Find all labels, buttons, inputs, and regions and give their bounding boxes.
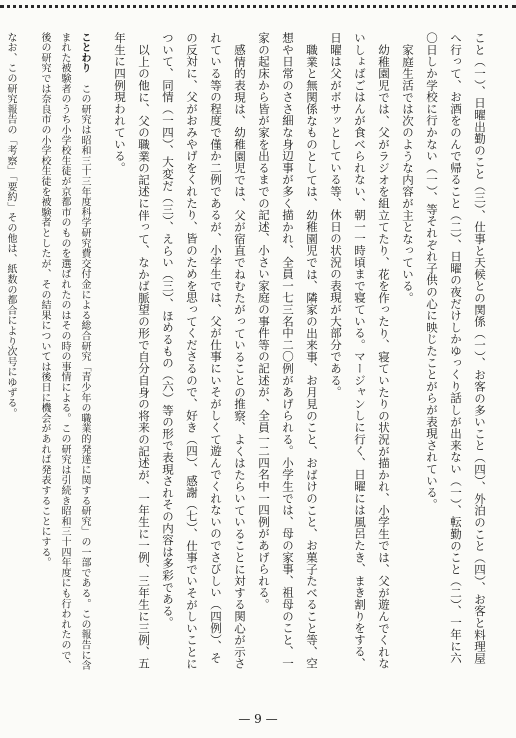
top-dotted-rule [0,5,516,8]
body-paragraph-4: 職業と無関係なものとしては、幼稚園児では、隣家の出来事、お月見のこと、おばけのこと、お菓子たべること等、空想や日常のささ細な身辺事が多く描かれ、全員一七三名中二〇例があげられる。小学生では、母の家事、祖母のこと、一家の起床から皆が家を出るまでの記述、小さい家庭の事件等の記述が、全員一二四名中一四例があげられる。 [257,32,319,670]
page-body [5,32,492,688]
note-paragraph-1 [34,32,94,672]
body-paragraph-3: 幼稚園児では、父がラジオを組立てたり、花を作ったり、寝ていたりの状況が描かれ、小学生では、父が遊んでくれないしょばごはんが食べられない、朝一一時頃まで寝ている。マージャンしに行く、日曜には風呂たき、まき割りをする、日曜は父がボサッとしている等、休日の状況の表現が大部分である。 [329,32,391,670]
body-paragraph-2: 家庭生活では次のような内容が主となっている。 [401,43,415,304]
note-text-1: この研究は昭和三十三年度科学研究費交付金による総合研究「青少年の職業的発達に関する研究」の一部である。この報告に含まれた被験者のうち小学校生徒が京都市のものを選ばれたのはその時の事情による。この研究は引続き昭和三十四年度にも行われたので、後の研究では奈良市の小学校生徒を被験者としたが、その結果については後日に機会があれば発表することにする。 [39,32,90,671]
note-paragraph-2: なお、この研究報告の「考察」「要約」その他は、紙数の都合により次号にゆずる。 [5,32,16,419]
note-heading: ことわり [79,32,90,74]
body-paragraph-1: こと（一）、日曜出勤のこと（三）、仕事と天候との関係（一）、お客の多いこと（四）、外泊のこと（四）、お客と料理屋へ行って、お酒をのんで帰ること（二）、日曜の夜だけしかゆっくり話しが出来ない（一）、転勤のこと（二）、一年に六〇日しか学校に行かない（一）、等それぞれ子供の心に映じたことがらが表現されている。 [425,32,487,665]
body-paragraph-6: 以上の他に、父の職業の記述に伴って、なかば脈望の形で自分自身の将来の記述が、一年生に一例、三年生に三例、五年生に四例現われている。 [113,32,151,669]
page-number: — 9 — [238,712,278,726]
body-paragraph-5: 感情的表現は、幼稚園児では、父が宿直でねむたがっていることの推察、よくはたらいていることに対する関心が示されている等の程度で僅か二例であるが、小学生では、父が仕事にいそがしくて遊んでくれないのでさびしい（四例）、その反対に、父がおみやげをくれたり、皆のためを思ってくださるので、好き（四）、感謝（七）、仕事でいそがしいことについて、同情（一四）、大変だ（三）、えらい（三）、ほめるもの（六）等の形で表現されその内容は多彩である。 [161,32,247,670]
vertical-text-column [0,32,492,672]
